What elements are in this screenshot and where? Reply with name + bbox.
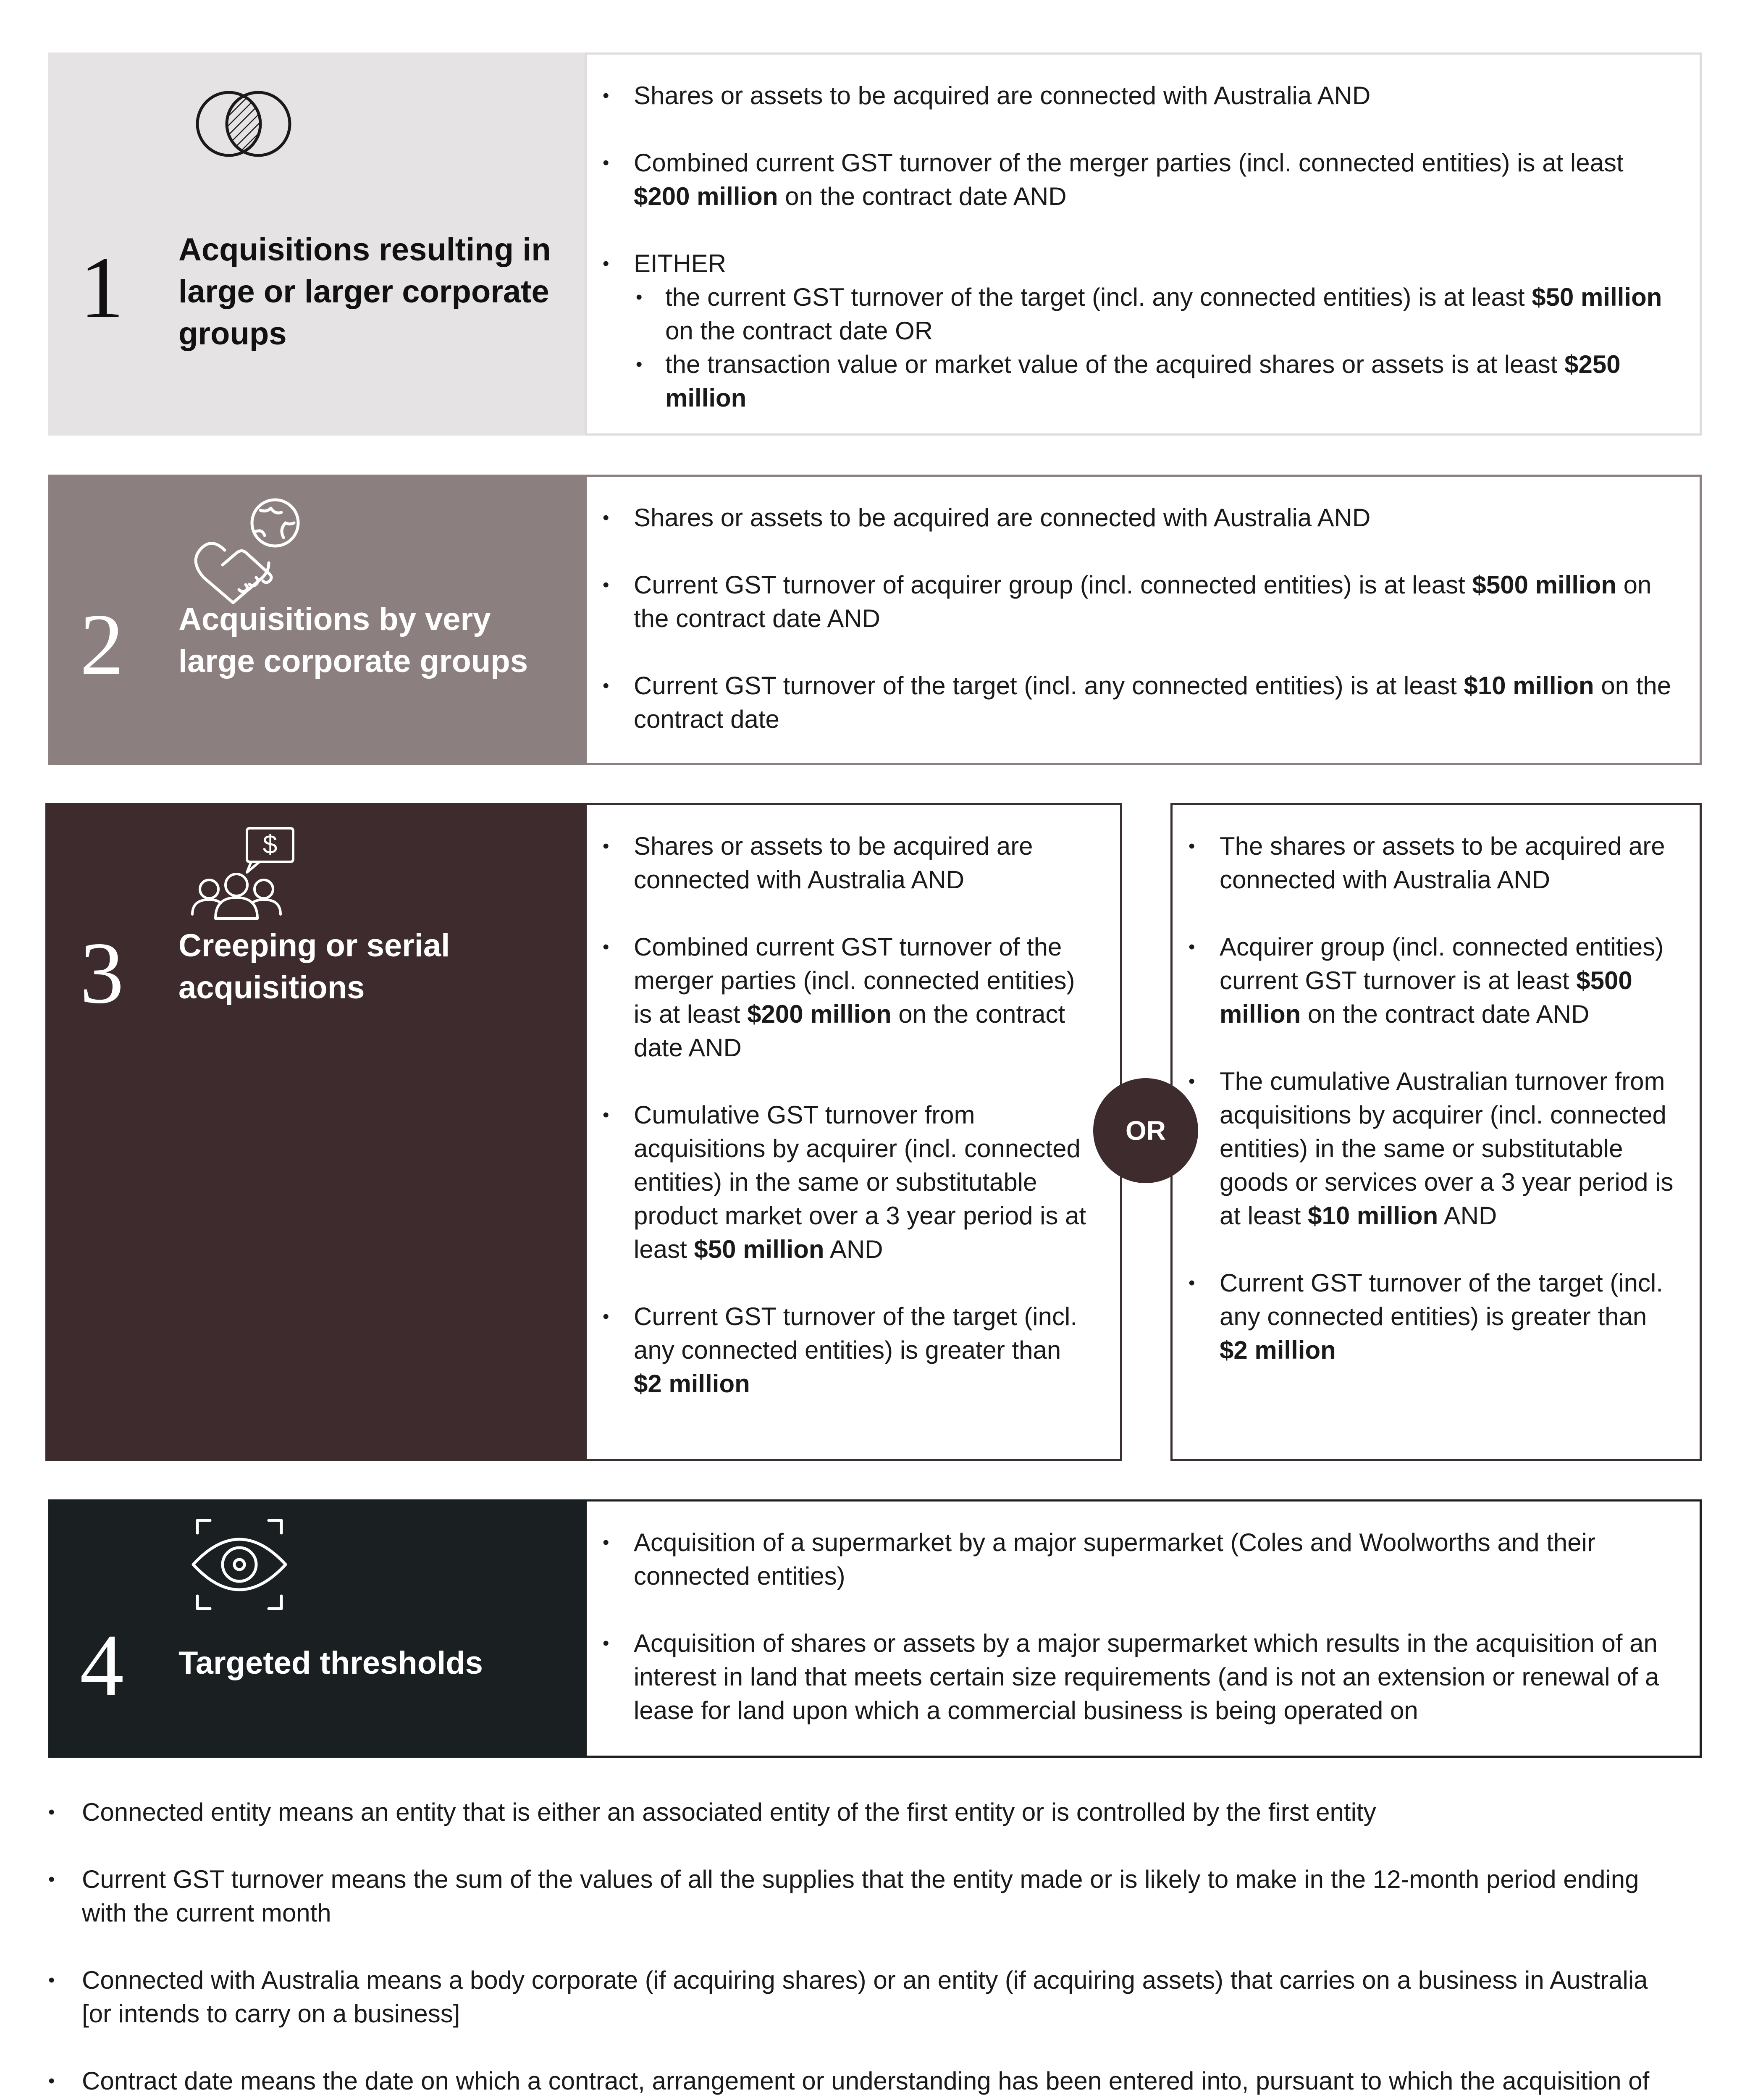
section-number: 1 [80,239,124,336]
criterion: • Combined current GST turnover of the merger parties (incl. connected entities) is at least $200 million on the contract date AND [595,146,1674,213]
criterion: • Acquirer group (incl. connected entities) current GST turnover is at least $500 million on the contract date AND [1181,930,1674,1031]
section-2-panel [48,475,585,765]
section-3-criteria-a [585,803,1122,1461]
section-3-panel [45,803,585,1461]
section-1-criteria [585,52,1702,436]
venn-diagram-icon [189,88,298,160]
section-2-criteria [585,475,1702,765]
section-3-criteria-b [1170,803,1702,1461]
section-number: 2 [80,596,124,693]
threshold-section-1 [48,52,1702,436]
section-title: Acquisitions by very large corporate groups [178,601,528,679]
section-4-panel [48,1499,585,1758]
criterion: • Current GST turnover of the target (incl. any connected entities) is greater than $2 million [595,1300,1095,1401]
definition-item: • Connected entity means an entity that is either an associated entity of the first entity or is controlled by the first entity [48,1796,1666,1829]
section-title: Creeping or serial acquisitions [178,928,450,1005]
svg-text:$: $ [262,830,278,859]
definition-item: • Contract date means the date on which a contract, arrangement or understanding has been entered into, pursuant to which the acquisition of [48,2064,1666,2100]
definition-item: • Current GST turnover means the sum of the values of all the supplies that the entity made or is likely to make in the 12-month period ending with the current month [48,1863,1666,1930]
criterion: • Current GST turnover of the target (incl. any connected entities) is at least $10 million on the contract date [595,669,1674,736]
section-title: Targeted thresholds [178,1645,483,1681]
people-dollar-icon [188,826,297,923]
section-title: Acquisitions resulting in large or larger corporate groups [178,232,551,352]
definition-item: • Connected with Australia means a body corporate (if acquiring shares) or an entity (if acquiring assets) that carries on a business in Australia [or intends to carry on a business] [48,1964,1666,2031]
criterion: • The cumulative Australian turnover from acquisitions by acquirer (incl. connected entities) in the same or substitutable goods or services over a 3 year period is at least $10 million AND [1181,1065,1674,1233]
sub-criterion: • the current GST turnover of the target (incl. any connected entities) is at least $50 million on the contract date OR [634,281,1674,348]
definitions-list [48,1796,1666,2100]
criterion: • Current GST turnover of acquirer group (incl. connected entities) is at least $500 million on the contract date AND [595,568,1674,635]
criterion: • The shares or assets to be acquired are connected with Australia AND [1181,830,1674,897]
threshold-section-4 [48,1499,1702,1758]
criterion: • Combined current GST turnover of the merger parties (incl. connected entities) is at least $200 million on the contract date AND [595,930,1095,1065]
criterion: • Cumulative GST turnover from acquisitions by acquirer (incl. connected entities) in the same or substitutable product market over a 3 year period is at least $50 million AND [595,1098,1095,1266]
criterion: • Acquisition of a supermarket by a major supermarket (Coles and Woolworths and their connected entities) [595,1526,1674,1593]
handshake-globe-icon [183,491,309,605]
or-badge: OR [1093,1078,1198,1183]
section-number: 3 [80,924,124,1022]
criterion: • Shares or assets to be acquired are connected with Australia AND [595,79,1674,113]
criterion: • EITHER • the current GST turnover of the target (incl. any connected entities) is at least $50 million on the contract date OR • the transaction value or market value of the acquired shares or assets is at least $250 million [595,247,1674,415]
criterion: • Current GST turnover of the target (incl. any connected entities) is greater than $2 million [1181,1266,1674,1367]
section-number: 4 [80,1617,124,1714]
criterion: • Shares or assets to be acquired are connected with Australia AND [595,501,1674,535]
section-1-panel [48,52,585,436]
threshold-section-2 [48,475,1702,765]
section-4-criteria [585,1499,1702,1758]
sub-criterion: • the transaction value or market value of the acquired shares or assets is at least $250 million [634,348,1674,415]
criterion: • Acquisition of shares or assets by a major supermarket which results in the acquisition of an interest in land that meets certain size requirements (and is not an extension or renewal of a lease for land upon which a commercial business is being operated on [595,1627,1674,1727]
criterion: • Shares or assets to be acquired are connected with Australia AND [595,830,1095,897]
eye-focus-icon [189,1516,290,1613]
threshold-section-3 [45,803,1702,1461]
